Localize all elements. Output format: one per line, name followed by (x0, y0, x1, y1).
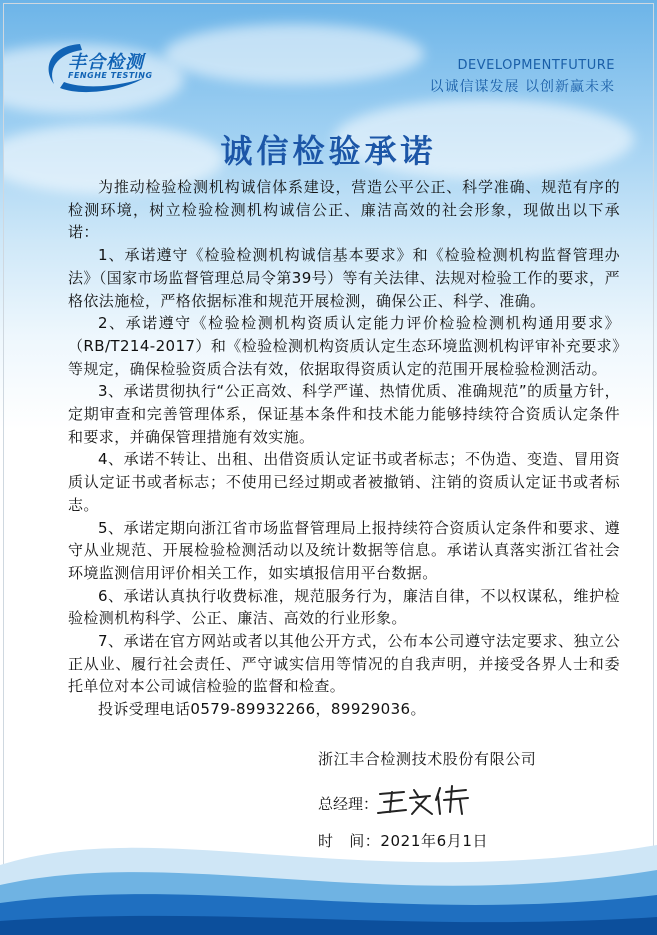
paragraph-item-3: 3、承诺贯彻执行“公正高效、科学严谨、热情优质、准确规范”的质量方针，定期审查和完善管理体系，保证基本条件和技术能力能够持续符合资质认定条件和要求，并确保管理措施有效实施。 (68, 382, 620, 446)
paragraph-intro: 为推动检验检测机构诚信体系建设，营造公平公正、科学准确、规范有序的检测环境，树立检验检测机构诚信公正、廉洁高效的社会形象，现做出以下承诺： (68, 178, 620, 242)
signature-image (374, 782, 474, 818)
commitment-body (68, 176, 620, 721)
paragraph-item-4: 4、承诺不转让、出租、出借资质认定证书或者标志；不伪造、变造、冒用资质认定证书或者标志；不使用已经过期或者被撤销、注销的资质认定证书或者标志。 (68, 450, 620, 514)
page-title: 诚信检验承诺 (220, 132, 437, 170)
paragraph-item-6: 6、承诺认真执行收费标准，规范服务行为，廉洁自律，不以权谋私，维护检验检测机构科学、公正、廉洁、高效的行业形象。 (68, 586, 620, 628)
complaint-hotline: 投诉受理电话0579-89932266，89929036。 (98, 700, 426, 719)
company-name: 浙江丰合检测技术股份有限公司 (318, 750, 537, 768)
slogan-chinese: 以诚信谋发展 以创新赢未来 (429, 79, 615, 95)
paragraph-item-1: 1、承诺遵守《检验检测机构诚信基本要求》和《检验检测机构监督管理办法》（国家市场监督管理总局令第39号）等有关法律、法规对检验工作的要求，严格依法施检，严格依据标准和规范开展检测，确保公正、科学、准确。 (68, 246, 620, 310)
date-line: 时 间：2021年6月1日 (318, 832, 489, 850)
paragraph-item-5: 5、承诺定期向浙江省市场监督管理局上报持续符合资质认定条件和要求、遵守从业规范、开展检验检测活动以及统计数据等信息。承诺认真落实浙江省社会环境监测信用评价相关工作，如实填报信用平台数据。 (68, 518, 620, 582)
slogan-english: DEVELOPMENTFUTURE (457, 58, 615, 73)
general-manager-label: 总经理： (318, 795, 379, 813)
footer-waves (0, 825, 657, 935)
logo-text: 丰合检测 (68, 52, 144, 73)
paragraph-item-7: 7、承诺在官方网站或者以其他公开方式，公布本公司遵守法定要求、独立公正从业、履行社会责任、严守诚实信用等情况的自我声明，并接受各界人士和委托单位对本公司诚信检验的监督和检查。 (68, 632, 620, 696)
company-logo (40, 38, 153, 96)
paragraph-item-2: 2、承诺遵守《检验检测机构资质认定能力评价检验检测机构通用要求》（RB/T214-2017）和《检验检测机构资质认定生态环境监测机构评审补充要求》等规定，确保检验资质合法有效，依据取得资质认定的范围开展检验检测活动。 (68, 314, 620, 378)
logo-subtext: FENGHE TESTING (68, 71, 153, 80)
